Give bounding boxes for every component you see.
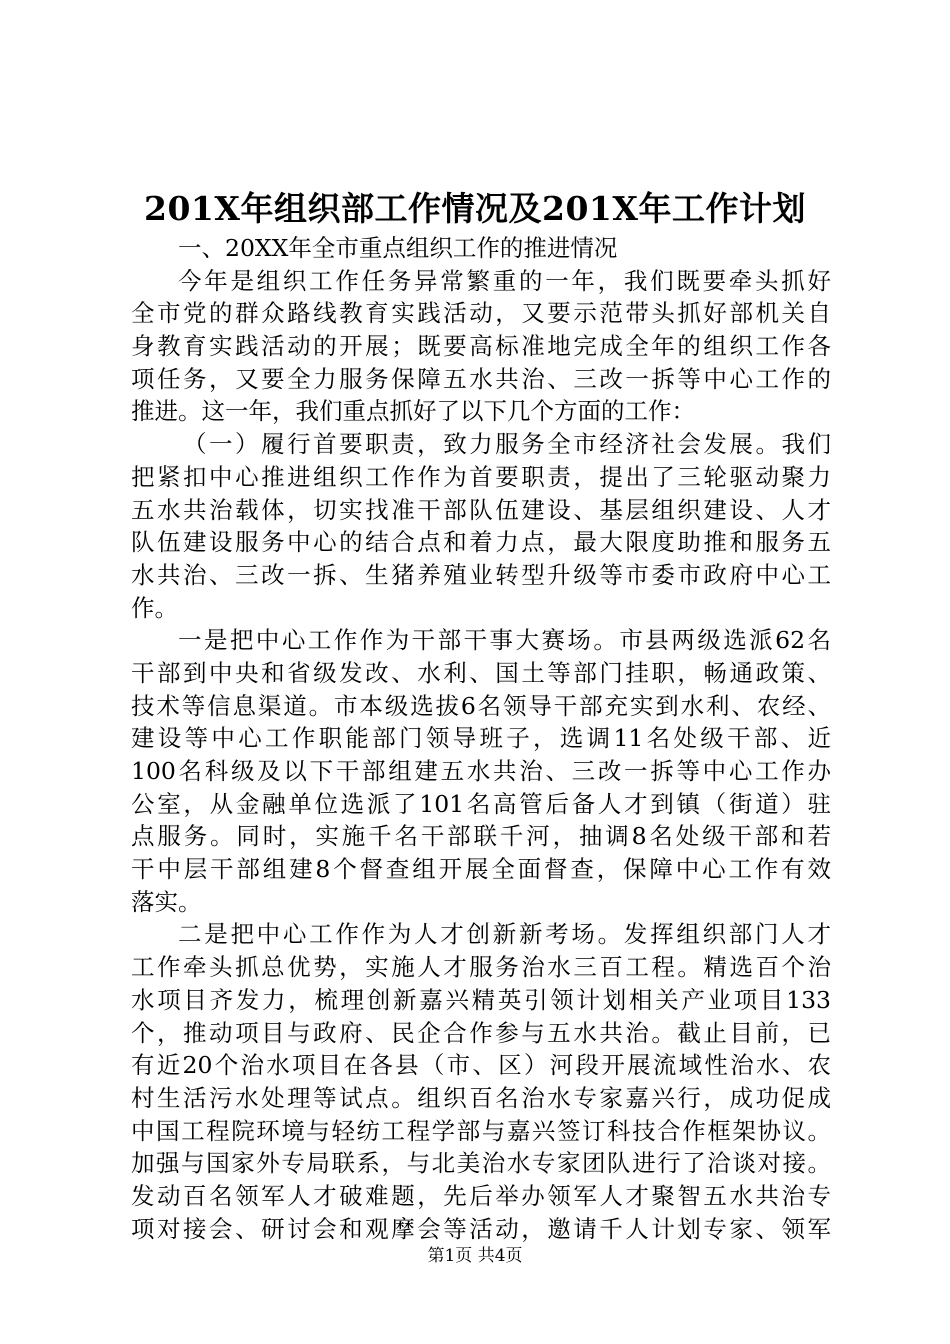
paragraph-line: 点服务。同时，实施千名干部联千河，抽调8名处级干部和若 <box>131 822 831 851</box>
paragraph-line: 干部到中央和省级发改、水利、国土等部门挂职，畅通政策、 <box>131 658 831 687</box>
paragraph-line: 工作牵头抓总优势，实施人才服务治水三百工程。精选百个治 <box>131 953 831 982</box>
document-title: 201X年组织部工作情况及201X年工作计划 <box>144 189 806 228</box>
paragraph-line: 五水共治载体，切实找准干部队伍建设、基层组织建设、人才 <box>131 495 831 524</box>
paragraph-line: 一是把中心工作作为干部干事大赛场。市县两级选派62名 <box>178 626 831 655</box>
paragraph-line: 二是把中心工作作为人才创新新考场。发挥组织部门人才 <box>178 920 831 949</box>
paragraph-line: 建设等中心工作职能部门领导班子，选调11名处级干部、近 <box>131 724 831 753</box>
paragraph-line: 今年是组织工作任务异常繁重的一年，我们既要牵头抓好 <box>178 266 831 295</box>
paragraph-line: 项对接会、研讨会和观摩会等活动，邀请千人计划专家、领军 <box>131 1214 831 1243</box>
paragraph-line: 发动百名领军人才破难题，先后举办领军人才聚智五水共治专 <box>131 1181 831 1210</box>
paragraph-line: 个，推动项目与政府、民企合作参与五水共治。截止目前，已 <box>131 1018 831 1047</box>
paragraph-line: 把紧扣中心推进组织工作作为首要职责，提出了三轮驱动聚力 <box>131 462 831 491</box>
paragraph-line: 水项目齐发力，梳理创新嘉兴精英引领计划相关产业项目133 <box>131 985 831 1014</box>
paragraph-line: 推进。这一年，我们重点抓好了以下几个方面的工作： <box>131 397 695 426</box>
paragraph-line: 技术等信息渠道。市本级选拔6名领导干部充实到水利、农经、 <box>131 691 831 720</box>
page-footer: 第1页 共4页 <box>427 1246 523 1266</box>
paragraph-line: 水共治、三改一拆、生猪养殖业转型升级等市委市政府中心工 <box>131 560 831 589</box>
paragraph-line: 中国工程院环境与轻纺工程学部与嘉兴签订科技合作框架协议。 <box>131 1116 831 1145</box>
paragraph-line: 落实。 <box>131 887 202 916</box>
paragraph-line: 项任务，又要全力服务保障五水共治、三改一拆等中心工作的 <box>131 364 831 393</box>
document-body <box>131 232 831 1245</box>
paragraph-line: 一、20XX年全市重点组织工作的推进情况 <box>178 234 618 262</box>
paragraph-line: 作。 <box>131 593 178 622</box>
paragraph-line: 公室，从金融单位选派了101名高管后备人才到镇（街道）驻 <box>131 789 831 818</box>
paragraph-line: 村生活污水处理等试点。组织百名治水专家嘉兴行，成功促成 <box>131 1083 831 1112</box>
paragraph-line: （一）履行首要职责，致力服务全市经济社会发展。我们 <box>183 430 831 459</box>
paragraph-line: 有近20个治水项目在各县（市、区）河段开展流域性治水、农 <box>131 1051 831 1080</box>
paragraph-line: 身教育实践活动的开展；既要高标准地完成全年的组织工作各 <box>131 332 831 361</box>
paragraph-line: 加强与国家外专局联系，与北美治水专家团队进行了洽谈对接。 <box>131 1149 831 1178</box>
paragraph-line: 100名科级及以下干部组建五水共治、三改一拆等中心工作办 <box>131 757 831 785</box>
paragraph-line: 全市党的群众路线教育实践活动，又要示范带头抓好部机关自 <box>131 299 831 328</box>
paragraph-line: 队伍建设服务中心的结合点和着力点，最大限度助推和服务五 <box>131 528 831 557</box>
paragraph-line: 干中层干部组建8个督查组开展全面督查，保障中心工作有效 <box>131 855 831 884</box>
